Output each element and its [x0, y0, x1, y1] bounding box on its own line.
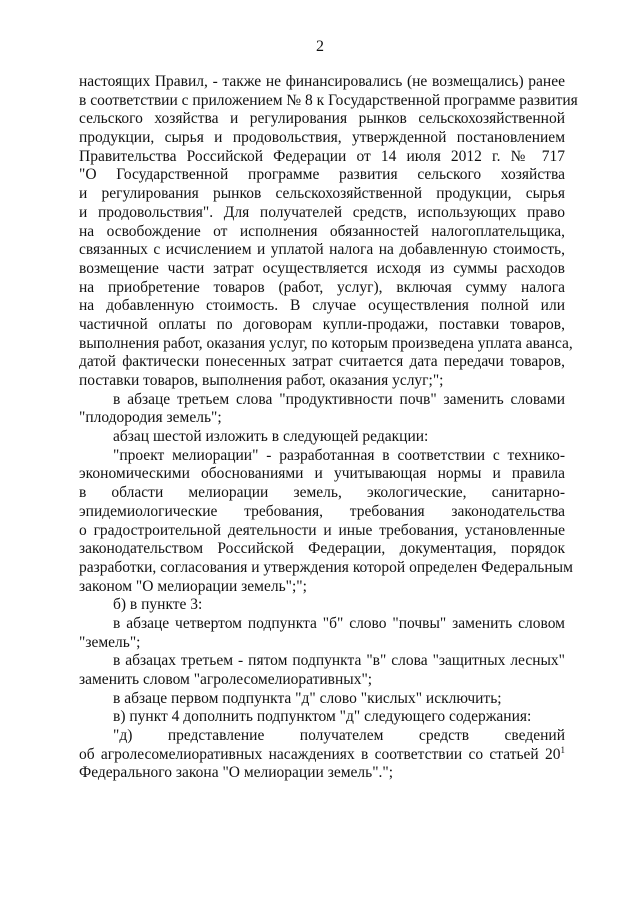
text-line — [79, 279, 565, 298]
text-line — [79, 746, 565, 765]
text-line-content: "д) представление получателем средств сведений — [113, 727, 565, 745]
text-line — [79, 73, 565, 92]
text-line — [79, 708, 565, 727]
text-line-content: "земель"; — [79, 633, 141, 651]
text-line — [79, 110, 565, 129]
text-line-content: в абзаце четвертом подпункта "б" слово "почвы" заменить словом — [113, 614, 565, 632]
text-line — [79, 465, 565, 484]
page-number: 2 — [316, 38, 324, 55]
text-line — [79, 764, 565, 783]
text-line — [79, 166, 565, 185]
text-line-content: "плодородия земель"; — [79, 409, 222, 427]
text-line — [79, 241, 565, 260]
text-line-content: эпидемиологические требования, требования законодательства — [79, 502, 565, 520]
text-line — [79, 578, 565, 597]
text-line — [79, 596, 565, 615]
text-line-content: абзац шестой изложить в следующей редакции: — [113, 428, 429, 446]
superscript: 1 — [560, 744, 565, 755]
text-line-content: б) в пункте 3: — [113, 596, 203, 614]
text-line-content: и регулирования рынков сельскохозяйственной продукции, сырья — [79, 185, 565, 203]
text-line — [79, 484, 565, 503]
text-line — [79, 652, 565, 671]
text-line — [79, 297, 565, 316]
text-line-content: и продовольствия". Для получателей средств, использующих право — [79, 203, 565, 221]
text-line-content: разработки, согласования и утверждения которой определен Федеральным — [79, 558, 573, 576]
text-line — [79, 447, 565, 466]
text-line — [79, 615, 565, 634]
text-line-content: на освобождение от исполнения обязанностей налогоплательщика, — [79, 222, 565, 240]
text-line-content: в абзаце первом подпункта "д" слово "кислых" исключить; — [113, 689, 502, 707]
text-line-content: в) пункт 4 дополнить подпунктом "д" следующего содержания: — [113, 708, 532, 726]
text-line — [79, 540, 565, 559]
text-line-content: о градостроительной деятельности и иные требования, установленные — [79, 521, 565, 539]
text-line-content: в соответствии с приложением № 8 к Государственной программе развития — [79, 91, 578, 109]
document-body — [79, 73, 578, 783]
text-line-content: в абзацах третьем - пятом подпункта "в" слова "защитных лесных" — [113, 652, 565, 670]
text-line-content: в области мелиорации земель, экологические, санитарно- — [79, 484, 565, 502]
text-line-content: "проект мелиорации" - разработанная в соответствии с технико- — [113, 446, 565, 464]
text-line-content: на добавленную стоимость. В случае осуществления полной или — [79, 297, 565, 315]
text-line-content: поставки товаров, выполнения работ, оказания услуг;"; — [79, 372, 444, 389]
text-line-content: Федерального закона "О мелиорации земель"."; — [79, 764, 394, 782]
text-line-content: частичной оплаты по договорам купли-продажи, поставки товаров, — [79, 315, 565, 333]
text-line-content: связанных с исчислением и уплатой налога на добавленную стоимость, — [79, 241, 565, 259]
text-line-content: в абзаце третьем слова "продуктивности почв" заменить словами — [113, 390, 565, 408]
text-line — [79, 353, 565, 372]
text-line — [79, 503, 565, 522]
text-line-content: датой фактически понесенных затрат считается дата передачи товаров, — [79, 353, 565, 371]
text-line — [79, 185, 565, 204]
text-line — [79, 727, 565, 746]
text-line-content: "О Государственной программе развития сельского хозяйства — [79, 166, 565, 184]
text-line — [79, 316, 565, 335]
text-line-content: Правительства Российской Федерации от 14 июля 2012 г. № 717 — [79, 147, 565, 165]
text-line — [79, 129, 565, 148]
text-line — [79, 634, 565, 653]
text-line-content: об агролесомелиоративных насаждениях в соответствии со статьей 20 — [79, 745, 561, 763]
text-line-content: сельского хозяйства и регулирования рынков сельскохозяйственной — [79, 110, 565, 128]
text-line-content: на приобретение товаров (работ, услуг), включая сумму налога — [79, 278, 565, 296]
text-line — [79, 372, 565, 391]
text-line — [79, 428, 565, 447]
text-line — [79, 671, 565, 690]
text-line — [79, 223, 565, 242]
text-line — [79, 391, 565, 410]
text-line — [79, 91, 578, 111]
text-line-content: настоящих Правил, - также не финансировались (не возмещались) ранее — [79, 73, 565, 90]
text-line — [79, 558, 573, 578]
text-line-content: возмещение части затрат осуществляется исходя из суммы расходов — [79, 259, 565, 277]
text-line-content: выполнения работ, оказания услуг, по которым произведена уплата аванса, — [79, 334, 573, 352]
text-line — [79, 690, 565, 709]
text-line — [79, 148, 565, 167]
text-line-content: законодательством Российской Федерации, документация, порядок — [79, 540, 565, 558]
text-line-content: экономическими обоснованиями и учитывающая нормы и правила — [79, 465, 565, 483]
text-line — [79, 409, 565, 428]
text-line — [79, 260, 565, 279]
text-line-content: продукции, сырья и продовольствия, утвержденной постановлением — [79, 129, 565, 147]
text-line-content: законом "О мелиорации земель";"; — [79, 577, 307, 595]
text-line-content: заменить словом "агролесомелиоративных"; — [79, 671, 373, 688]
text-line — [79, 334, 573, 354]
text-line — [79, 522, 565, 541]
text-line — [79, 204, 565, 223]
